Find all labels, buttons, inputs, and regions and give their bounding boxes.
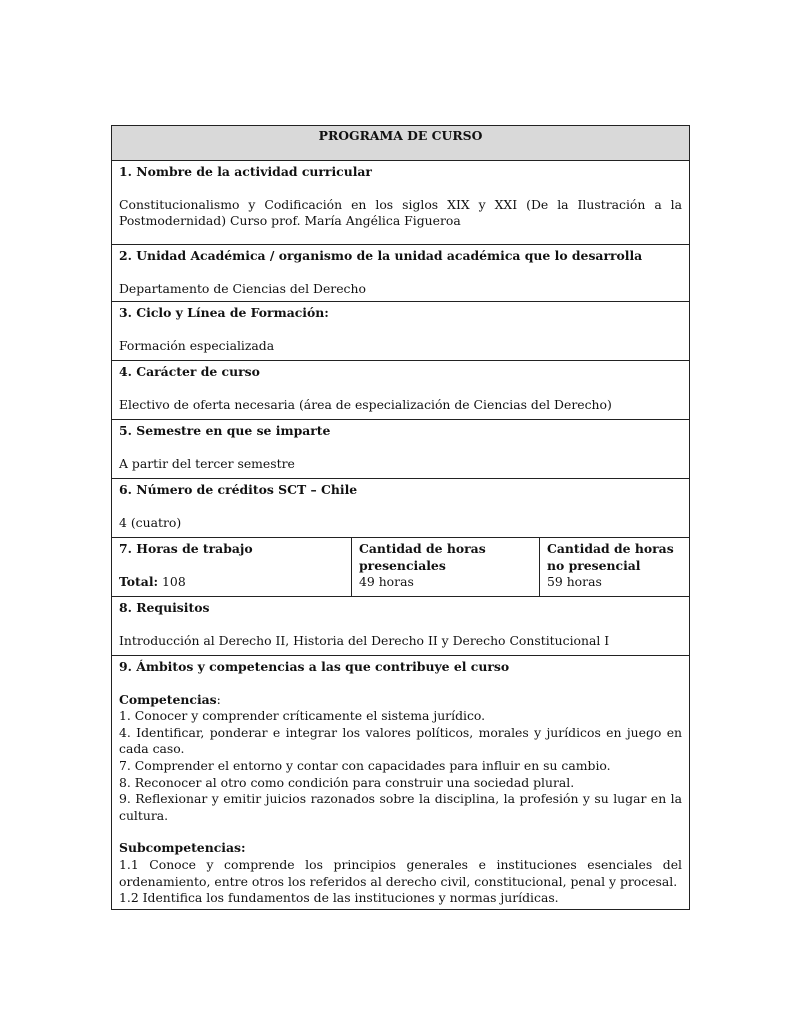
header-title: PROGRAMA DE CURSO bbox=[318, 128, 483, 143]
hours-total-value: 108 bbox=[158, 573, 186, 589]
competencias-label: Competencias bbox=[119, 691, 217, 707]
section-title: 9. Ámbitos y competencias a las que contribuye el curso bbox=[119, 659, 510, 674]
section-title: 4. Carácter de curso bbox=[119, 364, 260, 379]
section-ambitos bbox=[112, 656, 690, 910]
hours-total-label: Total: bbox=[119, 573, 159, 589]
section-title: 1. Nombre de la actividad curricular bbox=[119, 164, 372, 179]
competencias-list bbox=[119, 708, 682, 824]
course-program-table bbox=[111, 125, 690, 910]
list-item: 1. Conocer y comprender críticamente el sistema jurídico. bbox=[119, 708, 486, 724]
hours-presencial-value: 49 horas bbox=[359, 574, 414, 590]
section-requisitos bbox=[112, 597, 690, 656]
section-title: 8. Requisitos bbox=[119, 600, 210, 615]
section-body: A partir del tercer semestre bbox=[119, 455, 295, 471]
hours-no-presencial-title: Cantidad de horas no presencial bbox=[547, 541, 674, 573]
list-item: 9. Reflexionar y emitir juicios razonados sobre la disciplina, la profesión y su lugar en la cultura. bbox=[119, 791, 683, 823]
subcompetencias-label: Subcompetencias: bbox=[119, 840, 246, 856]
section-body: Formación especializada bbox=[119, 337, 275, 353]
section-body: Electivo de oferta necesaria (área de especialización de Ciencias del Derecho) bbox=[119, 396, 612, 412]
section-body: Introducción al Derecho II, Historia del Derecho II y Derecho Constitucional I bbox=[119, 632, 610, 648]
section-credits bbox=[112, 479, 690, 538]
section-body: Constitucionalismo y Codificación en los siglos XIX y XXI (De la Ilustración a la Postmodernidad) Curso prof. María Angélica Figueroa bbox=[119, 196, 683, 229]
hours-total-cell bbox=[112, 538, 352, 597]
hours-no-presencial-value: 59 horas bbox=[547, 574, 602, 590]
course-program-page bbox=[111, 125, 689, 910]
list-item: 8. Reconocer al otro como condición para construir una sociedad plural. bbox=[119, 774, 575, 790]
hours-presencial-cell bbox=[352, 538, 540, 597]
competencias-colon: : bbox=[216, 691, 221, 707]
list-item: 1.2 Identifica los fundamentos de las instituciones y normas jurídicas. bbox=[119, 890, 559, 906]
hours-no-presencial-cell bbox=[540, 538, 690, 597]
list-item: 1.1 Conoce y comprende los principios generales e instituciones esenciales del ordenamiento, entre otros los referidos al derecho civil, constitucional, penal y procesal. bbox=[119, 856, 683, 889]
list-item: 4. Identificar, ponderar e integrar los valores políticos, morales y jurídicos en juego en cada caso. bbox=[119, 724, 683, 757]
section-activity-name bbox=[112, 161, 690, 245]
section-body: Departamento de Ciencias del Derecho bbox=[119, 280, 366, 296]
section-semester bbox=[112, 420, 690, 479]
competencias-heading bbox=[119, 692, 682, 709]
table-header bbox=[112, 126, 690, 161]
section-title: 6. Número de créditos SCT – Chile bbox=[119, 482, 358, 497]
section-academic-unit bbox=[112, 245, 690, 302]
hours-title: 7. Horas de trabajo bbox=[119, 541, 253, 556]
hours-total bbox=[119, 574, 344, 591]
hours-presencial-title: Cantidad de horas presenciales bbox=[359, 541, 486, 573]
subcompetencias-list bbox=[119, 857, 682, 907]
section-title: 5. Semestre en que se imparte bbox=[119, 423, 331, 438]
section-title: 3. Ciclo y Línea de Formación: bbox=[119, 305, 329, 320]
section-cycle-line bbox=[112, 302, 690, 361]
section-title: 2. Unidad Académica / organismo de la unidad académica que lo desarrolla bbox=[119, 248, 643, 263]
section-course-character bbox=[112, 361, 690, 420]
section-body: 4 (cuatro) bbox=[119, 514, 182, 530]
list-item: 7. Comprender el entorno y contar con capacidades para influir en su cambio. bbox=[119, 757, 611, 773]
